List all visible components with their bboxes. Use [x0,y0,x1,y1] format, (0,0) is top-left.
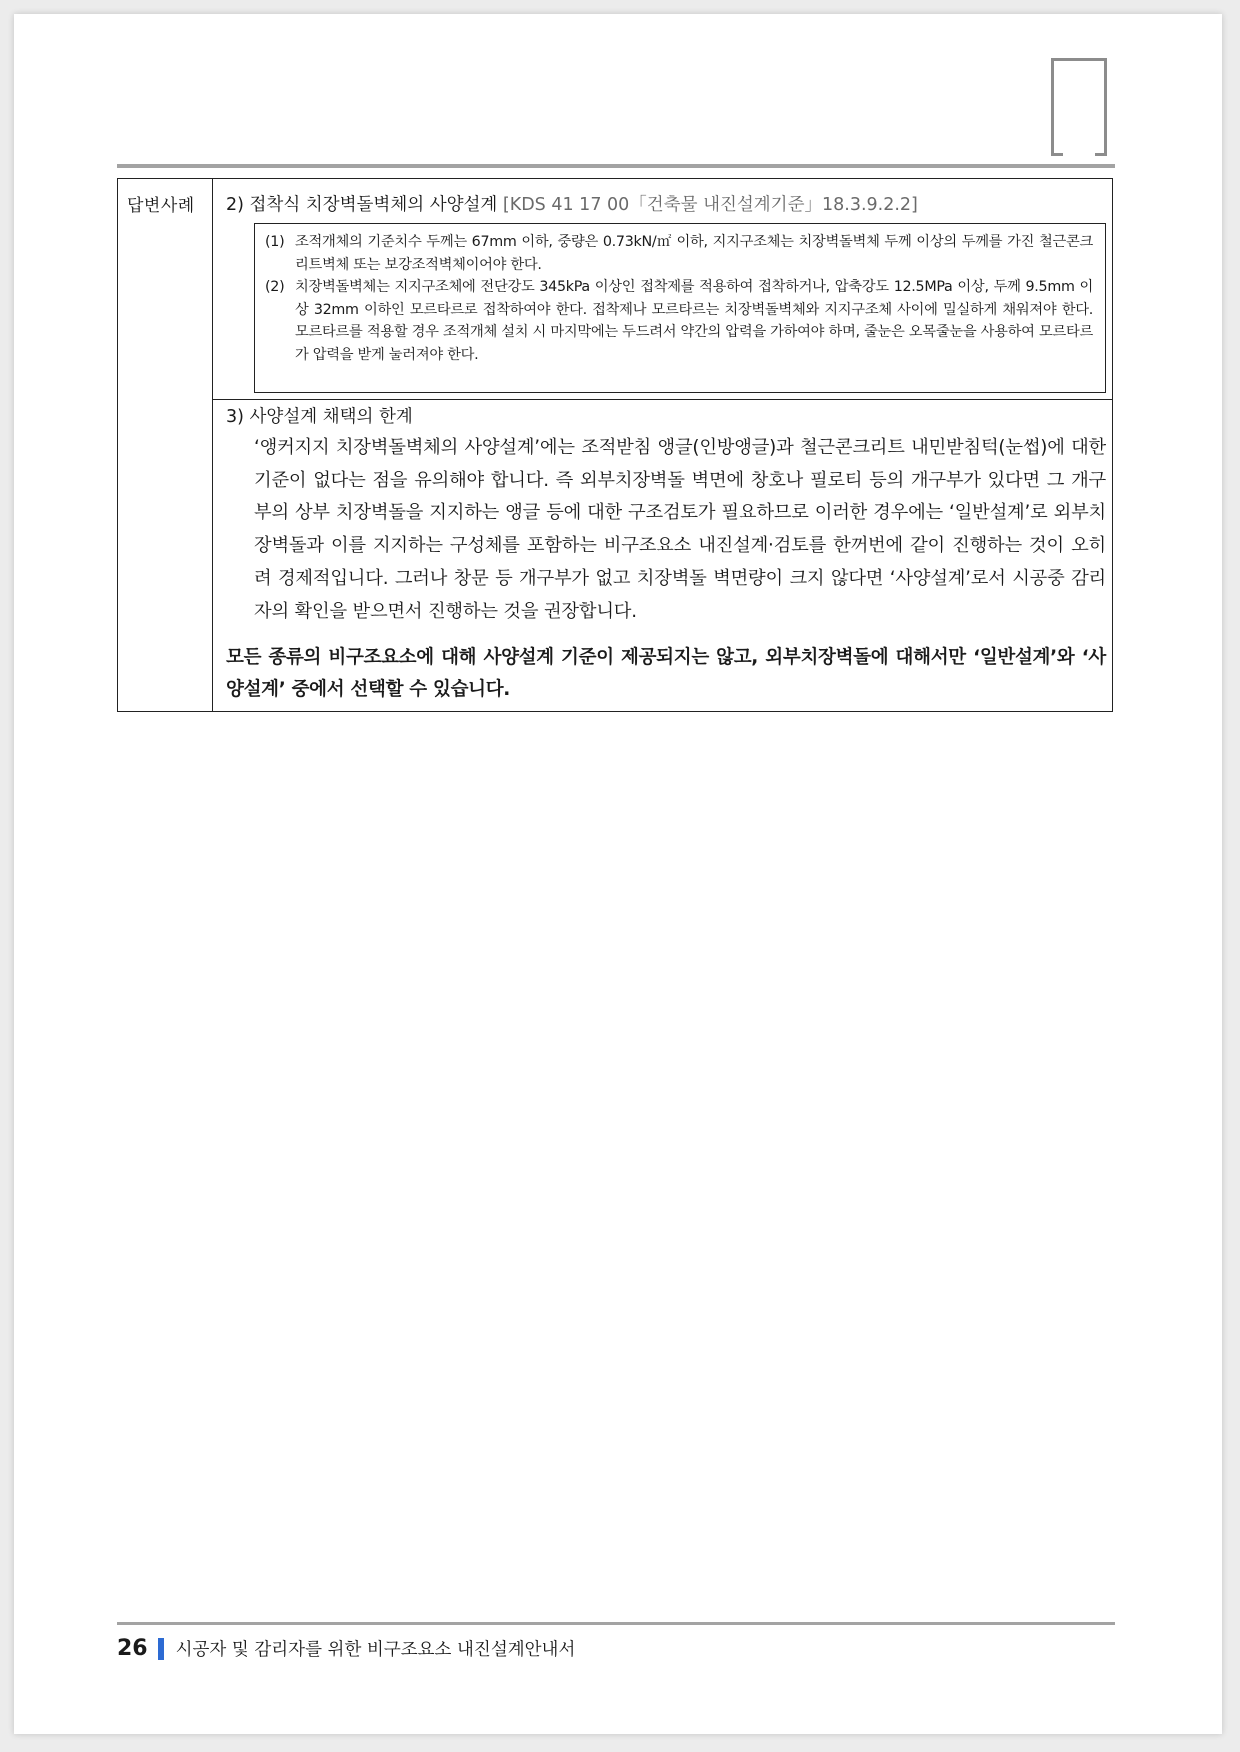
content-cell [212,179,1112,711]
clause-number: (1) [265,234,285,250]
code-excerpt-box [254,223,1106,393]
footer-accent-bar [158,1638,164,1660]
chapter-corner-mark [1051,58,1107,156]
page-footer [117,1636,575,1661]
section3-body: ‘앵커지지 치장벽돌벽체의 사양설계’에는 조적받침 앵글(인방앵글)과 철근콘크리트 내민받침턱(눈썹)에 대한 기준이 없다는 점을 유의해야 합니다. 즉 외부치장벽돌 벽면에 창호나 필로티 등의 개구부가 있다면 그 개구부의 상부 치장벽돌을 지지하는 앵글 등에 대한 구조검토가 필요하므로 이러한 경우에는 ‘일반설계’로 외부치장벽돌과 이를 지지하는 구성체를 포함하는 비구조요소 내진설계·검토를 한꺼번에 같이 진행하는 것이 오히려 경제적입니다. 그러나 창문 등 개구부가 없고 치장벽돌 벽면량이 크지 않다면 ‘사양설계’로서 시공중 감리자의 확인을 받으면서 진행하는 것을 권장합니다. [254,437,1106,622]
section3-title: 3) 사양설계 채택의 한계 [226,407,413,427]
page-number: 26 [117,1636,148,1661]
section2-title: 2) 접착식 치장벽돌벽체의 사양설계 [226,195,498,215]
code-clause [265,231,1093,276]
footer-title: 시공자 및 감리자를 위한 비구조요소 내진설계안내서 [175,1640,576,1660]
section2-heading [226,191,918,216]
answer-example-table [117,178,1113,712]
section-divider [212,399,1112,400]
clause-text: 조적개체의 기준치수 두께는 67mm 이하, 중량은 0.73kN/㎡ 이하, 지지구조체는 치장벽돌벽체 두께 이상의 두께를 가진 철근콘크리트벽체 또는 보강조적벽체이어야 한다. [295,234,1093,273]
section2-reference: [KDS 41 17 00「건축물 내진설계기준」18.3.9.2.2] [502,195,918,215]
row-label-cell [118,179,213,711]
clause-text: 치장벽돌벽체는 지지구조체에 전단강도 345kPa 이상인 접착제를 적용하여 접착하거나, 압축강도 12.5MPa 이상, 두께 9.5mm 이상 32mm 이하인 모르타르로 접착하여야 한다. 접착제나 모르타르는 치장벽돌벽체와 지지구조체 사이에 밀실하게 채워져야 한다. 모르타르를 적용할 경우 조적개체 설치 시 마지막에는 두드려서 약간의 압력을 가하여야 하며, 줄눈은 오목줄눈을 사용하여 모르타르가 압력을 받게 눌러져야 한다. [295,279,1093,363]
row-label: 답변사례 [127,196,195,216]
clause-number: (2) [265,279,285,296]
code-clause [265,276,1093,366]
footer-rule [117,1622,1115,1625]
header-rule [117,164,1115,168]
conclusion-text: 모든 종류의 비구조요소에 대해 사양설계 기준이 제공되지는 않고, 외부치장벽돌에 대해서만 ‘일반설계’와 ‘사양설계’ 중에서 선택할 수 있습니다. [226,647,1106,700]
